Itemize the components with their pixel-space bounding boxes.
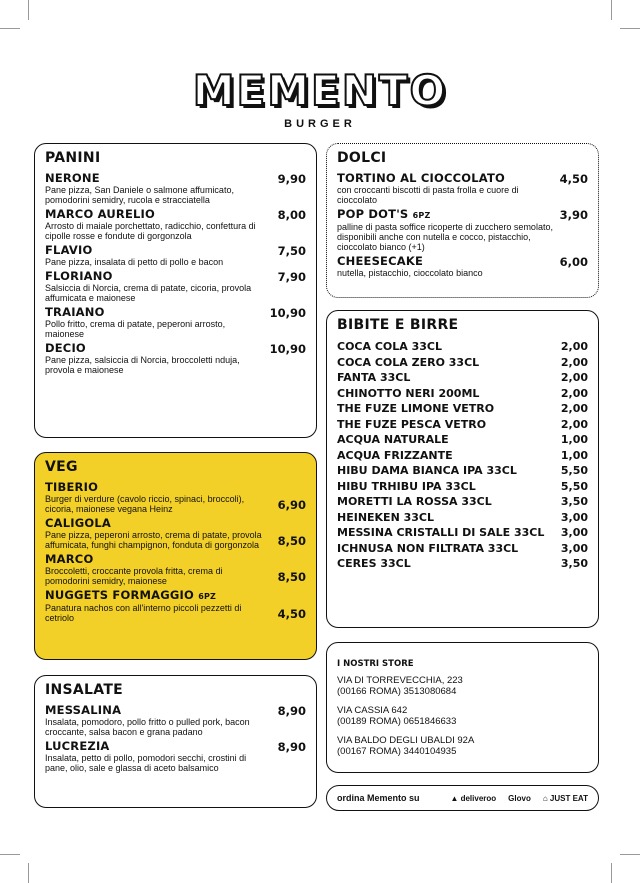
drink-row	[337, 370, 588, 386]
menu-item	[337, 208, 588, 252]
drink-name: MORETTI LA ROSSA 33CL	[337, 495, 492, 508]
justeat-label: JUST EAT	[549, 793, 588, 803]
item-name	[45, 740, 306, 753]
drink-row	[337, 417, 588, 433]
drink-price: 3,00	[560, 541, 588, 555]
item-name-text: FLAVIO	[45, 243, 93, 257]
item-price: 7,50	[277, 244, 306, 258]
item-name-text: TIBERIO	[45, 480, 99, 494]
order-bar	[326, 785, 599, 811]
item-price: 8,90	[277, 704, 306, 718]
drink-name: HEINEKEN 33CL	[337, 510, 434, 524]
drink-price: 2,00	[560, 402, 588, 415]
drink-name: THE FUZE LIMONE VETRO	[337, 402, 495, 415]
stores-list	[337, 675, 588, 757]
menu-item	[45, 589, 306, 623]
item-price: 10,90	[269, 306, 306, 320]
drink-row	[337, 556, 588, 572]
item-description: Pane pizza, salsiccia di Norcia, broccoletti nduja, provola e maionese	[45, 355, 240, 375]
crop-mark	[28, 863, 29, 883]
item-name	[45, 704, 306, 717]
menu-item	[337, 255, 588, 278]
crop-mark	[611, 0, 612, 20]
item-name-text: NERONE	[45, 171, 100, 185]
drink-name: HIBU DAMA BIANCA IPA 33CL	[337, 464, 517, 477]
item-name	[45, 517, 306, 530]
bibite-list	[337, 339, 588, 572]
drink-name: COCA COLA 33CL	[337, 340, 443, 353]
crop-mark	[620, 28, 640, 29]
drink-name: MESSINA CRISTALLI DI SALE 33CL	[337, 526, 545, 539]
item-description: Panatura nachos con all'interno piccoli pezzetti di cetriolo	[45, 603, 242, 623]
item-name-text: MARCO AURELIO	[45, 207, 155, 221]
item-price: 4,50	[277, 607, 306, 621]
item-description: palline di pasta soffice ricoperte di zucchero semolato, disponibili anche con nutella e cocco, pistacchio, cioccolato bianco (+1)	[337, 222, 553, 252]
item-name	[337, 208, 588, 222]
item-price: 8,50	[277, 534, 306, 548]
item-name-text: CALIGOLA	[45, 516, 111, 530]
item-price: 8,50	[277, 570, 306, 584]
item-description: Burger di verdure (cavolo riccio, spinaci, broccoli), cicoria, maionese vegana Heinz	[45, 494, 245, 514]
drink-price: 5,50	[560, 479, 588, 493]
store-line2: (00189 ROMA) 0651846633	[337, 716, 457, 727]
drink-row	[337, 525, 588, 541]
item-name-text: MARCO	[45, 552, 94, 566]
drink-row	[337, 401, 588, 417]
insalate-panel	[34, 675, 317, 808]
deliveroo-label: deliveroo	[460, 793, 497, 803]
item-description: Arrosto di maiale porchettato, radicchio, confettura di cipolle rosse e fondute di gorgonzola	[45, 221, 256, 241]
panini-list	[45, 172, 306, 375]
item-description: Broccoletti, croccante provola fritta, crema di pomodorini semidry, maionese	[45, 566, 223, 586]
drink-name: ICHNUSA NON FILTRATA 33CL	[337, 541, 519, 555]
dolci-panel	[326, 143, 599, 298]
crop-mark	[620, 854, 640, 855]
item-name	[45, 244, 306, 257]
crop-mark	[0, 28, 20, 29]
crop-mark	[28, 0, 29, 20]
insalate-list	[45, 704, 306, 773]
item-description: Pollo fritto, crema di patate, peperoni arrosto, maionese	[45, 319, 226, 339]
drink-row	[337, 386, 588, 402]
item-description: Pane pizza, peperoni arrosto, crema di patate, provola affumicata, funghi champignon, fonduta di gorgonzola	[45, 530, 262, 550]
bibite-panel	[326, 310, 599, 628]
item-price: 8,90	[277, 740, 306, 754]
item-name-text: NUGGETS FORMAGGIO	[45, 588, 194, 602]
item-name-text: TORTINO AL CIOCCOLATO	[337, 171, 506, 185]
drink-name: THE FUZE PESCA VETRO	[337, 417, 487, 431]
drink-name: COCA COLA ZERO 33CL	[337, 355, 480, 369]
item-name	[45, 589, 306, 603]
item-name-text: DECIO	[45, 341, 86, 355]
menu-item	[45, 517, 306, 550]
item-suffix: 6PZ	[412, 211, 431, 220]
item-description: Pane pizza, insalata di petto di pollo e bacon	[45, 257, 224, 267]
drink-price: 2,00	[560, 340, 588, 353]
item-name	[45, 270, 306, 283]
drink-name: CERES 33CL	[337, 557, 411, 570]
drink-price: 3,50	[560, 557, 588, 570]
veg-title: VEG	[45, 459, 78, 475]
drink-name: ACQUA NATURALE	[337, 433, 449, 446]
drink-price: 2,00	[560, 355, 588, 369]
store-line1: VIA DI TORREVECCHIA, 223	[337, 675, 463, 686]
menu-item	[45, 342, 306, 375]
menu-item	[45, 208, 306, 241]
menu-item	[45, 740, 306, 773]
item-price: 10,90	[269, 342, 306, 356]
drink-row	[337, 448, 588, 464]
order-label: ordina Memento su	[337, 793, 420, 803]
item-price: 3,90	[559, 208, 588, 222]
item-description: nutella, pistacchio, cioccolato bianco	[337, 268, 483, 278]
item-description: Salsiccia di Norcia, crema di patate, cicoria, provola affumicata e maionese	[45, 283, 252, 303]
item-name	[45, 481, 306, 494]
item-name	[45, 553, 306, 566]
drink-price: 2,00	[560, 417, 588, 431]
drink-row	[337, 510, 588, 526]
item-name	[337, 255, 588, 268]
item-price: 9,90	[277, 172, 306, 186]
dolci-list	[337, 172, 588, 278]
drink-price: 3,00	[560, 510, 588, 524]
justeat-icon: ⌂	[542, 793, 548, 803]
veg-list	[45, 481, 306, 623]
menu-item	[45, 172, 306, 205]
crop-mark	[0, 854, 20, 855]
menu-item	[45, 244, 306, 267]
menu-item	[45, 270, 306, 303]
item-description: Insalata, petto di pollo, pomodori secchi, crostini di pane, olio, sale e glassa di aceto balsamico	[45, 753, 247, 773]
menu-item	[45, 553, 306, 586]
drink-name: CHINOTTO NERI 200ML	[337, 386, 480, 400]
item-name-text: FLORIANO	[45, 269, 113, 283]
drink-name: HIBU TRHIBU IPA 33CL	[337, 479, 476, 493]
store-line1: VIA BALDO DEGLI UBALDI 92A	[337, 735, 475, 746]
item-name-text: CHEESECAKE	[337, 254, 424, 268]
menu-item	[45, 306, 306, 339]
store-address	[337, 675, 588, 697]
item-suffix: 6PZ	[198, 592, 217, 601]
item-name	[337, 172, 588, 185]
drink-price: 1,00	[560, 448, 588, 462]
item-description: Pane pizza, San Daniele o salmone affumicato, pomodorini semidry, rucola e stracciatella	[45, 185, 234, 205]
drink-row	[337, 463, 588, 479]
bibite-title: BIBITE E BIRRE	[337, 317, 459, 333]
brand-name: MEMENTO	[192, 66, 448, 115]
store-address	[337, 705, 588, 727]
item-name	[45, 342, 306, 355]
brand-sub: BURGER	[284, 118, 356, 130]
item-price: 8,00	[277, 208, 306, 222]
item-price: 4,50	[559, 172, 588, 186]
drink-row	[337, 479, 588, 495]
item-name-text: MESSALINA	[45, 703, 122, 717]
item-name-text: TRAIANO	[45, 305, 105, 319]
item-description: Insalata, pomodoro, pollo fritto o pulled pork, bacon croccante, salsa bacon e grana padano	[45, 717, 250, 737]
drink-price: 1,00	[560, 433, 588, 446]
glovo-link[interactable]: Glovo	[508, 793, 531, 803]
stores-title: I NOSTRI STORE	[337, 659, 414, 669]
item-name	[45, 208, 306, 221]
drink-price: 3,50	[560, 495, 588, 508]
item-description: con croccanti biscotti di pasta frolla e cuore di cioccolato	[337, 185, 519, 205]
drink-price: 3,00	[560, 526, 588, 539]
insalate-title: INSALATE	[45, 682, 124, 698]
panini-title: PANINI	[45, 150, 101, 166]
veg-panel	[34, 452, 317, 660]
menu-item	[45, 704, 306, 737]
item-name	[45, 172, 306, 185]
menu-item	[45, 481, 306, 514]
deliveroo-link[interactable]	[450, 794, 496, 803]
deliveroo-icon: ▲	[450, 793, 459, 803]
menu-item	[337, 172, 588, 205]
drink-price: 2,00	[560, 371, 588, 384]
item-price: 6,90	[277, 498, 306, 512]
brand-logo	[0, 68, 640, 130]
drink-row	[337, 339, 588, 355]
justeat-link[interactable]	[543, 794, 588, 803]
drink-row	[337, 355, 588, 371]
drink-row	[337, 494, 588, 510]
drink-price: 5,50	[560, 464, 588, 477]
item-name-text: POP DOT'S	[337, 207, 409, 221]
stores-panel	[326, 642, 599, 773]
store-line2: (00166 ROMA) 3513080684	[337, 686, 457, 697]
drink-price: 2,00	[560, 386, 588, 400]
dolci-title: DOLCI	[337, 150, 387, 166]
drink-row	[337, 541, 588, 557]
item-name-text: LUCREZIA	[45, 739, 110, 753]
item-name	[45, 306, 306, 319]
store-address	[337, 735, 588, 757]
store-line2: (00167 ROMA) 3440104935	[337, 746, 457, 757]
store-line1: VIA CASSIA 642	[337, 705, 408, 716]
item-price: 7,90	[277, 270, 306, 284]
crop-mark	[611, 863, 612, 883]
drink-row	[337, 432, 588, 448]
drink-name: FANTA 33CL	[337, 371, 411, 384]
drink-name: ACQUA FRIZZANTE	[337, 448, 453, 462]
panini-panel	[34, 143, 317, 438]
item-price: 6,00	[559, 255, 588, 269]
